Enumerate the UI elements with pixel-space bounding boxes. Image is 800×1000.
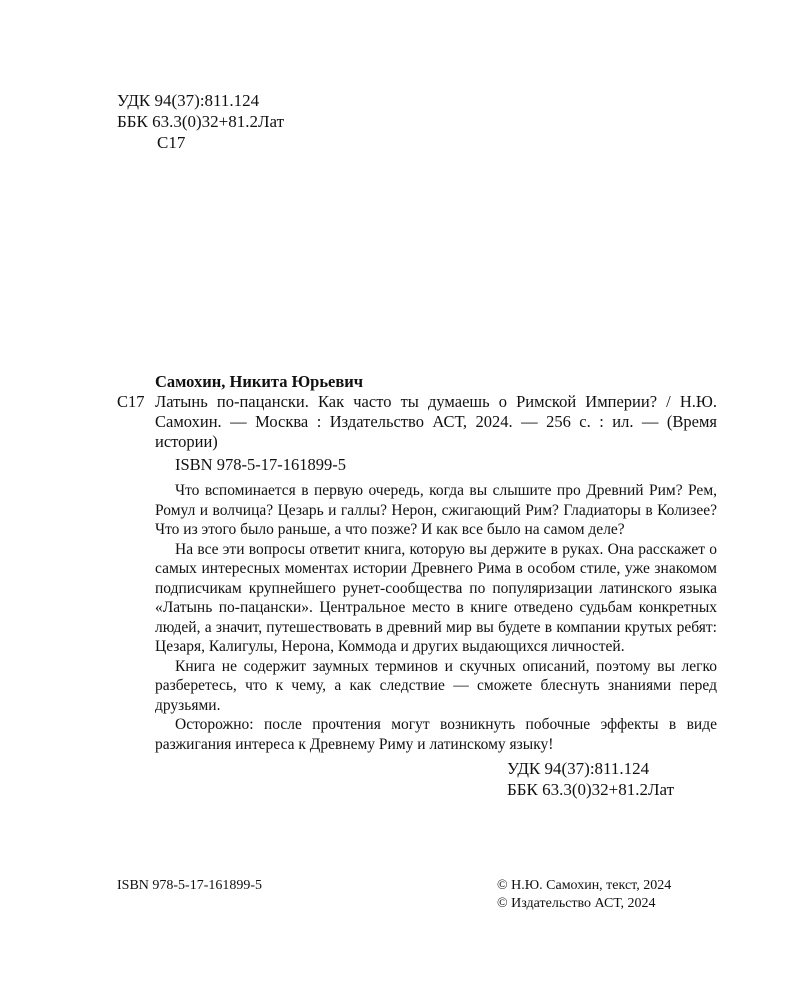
annotation: [117, 481, 717, 754]
author-mark: С17: [157, 133, 186, 152]
copyright-publisher: © Издательство АСТ, 2024: [497, 896, 656, 911]
title-text: Латынь по-пацански. Как часто ты думаешь о Римской Империи? / Н.Ю. Самохин. — Москва : Издательство АСТ, 2024. — 256 с. : ил. — (Время истории): [155, 392, 717, 451]
udk-code: УДК 94(37):811.124: [507, 759, 650, 778]
udk-code: УДК 94(37):811.124: [117, 91, 260, 110]
author-name: Самохин, Никита Юрьевич: [155, 372, 364, 391]
bibliographic-description: [117, 392, 717, 452]
classification-codes-bottom: [117, 758, 717, 800]
bbk-code: ББК 63.3(0)32+81.2Лат: [507, 780, 675, 799]
copyright-block: [497, 877, 671, 913]
annotation-paragraph: Книга не содержит заумных терминов и скучных описаний, поэтому вы легко разберетесь, что к чему, а как следствие — сможете блеснуть знаниями перед друзьями.: [155, 657, 717, 714]
copyright-text: © Н.Ю. Самохин, текст, 2024: [497, 878, 672, 893]
annotation-paragraph: Что вспоминается в первую очередь, когда вы слышите про Древний Рим? Рем, Ромул и волчица? Цезарь и галлы? Нерон, сжигающий Рим? Гладиаторы в Колизее? Что из этого было раньше, а что позже? И как все было на самом деле?: [155, 482, 717, 538]
classification-codes-top: [117, 90, 284, 153]
annotation-paragraph: На все эти вопросы ответит книга, которую вы держите в руках. Она расскажет о самых интересных моментах истории Древнего Рима в особом стиле, уже знакомом подписчикам крупнейшего рунет-сообщества по популяризации латинского языка «Латынь по-пацански». Центральное место в книге отведено судьбам конкретных людей, а значит, путешествовать в древний мир вы будете в компании крутых ребят: Цезаря, Калигулы, Нерона, Коммода и других выдающихся личностей.: [155, 540, 717, 655]
bbk-code: ББК 63.3(0)32+81.2Лат: [117, 112, 285, 131]
annotation-paragraph: Осторожно: после прочтения могут возникнуть побочные эффекты в виде разжигания интереса к Древнему Риму и латинскому языку!: [155, 716, 717, 753]
footer-isbn: ISBN 978-5-17-161899-5: [117, 878, 263, 893]
entry-isbn: ISBN 978-5-17-161899-5: [175, 455, 346, 474]
catalog-entry: [117, 372, 717, 800]
entry-author-mark: С17: [117, 392, 145, 411]
